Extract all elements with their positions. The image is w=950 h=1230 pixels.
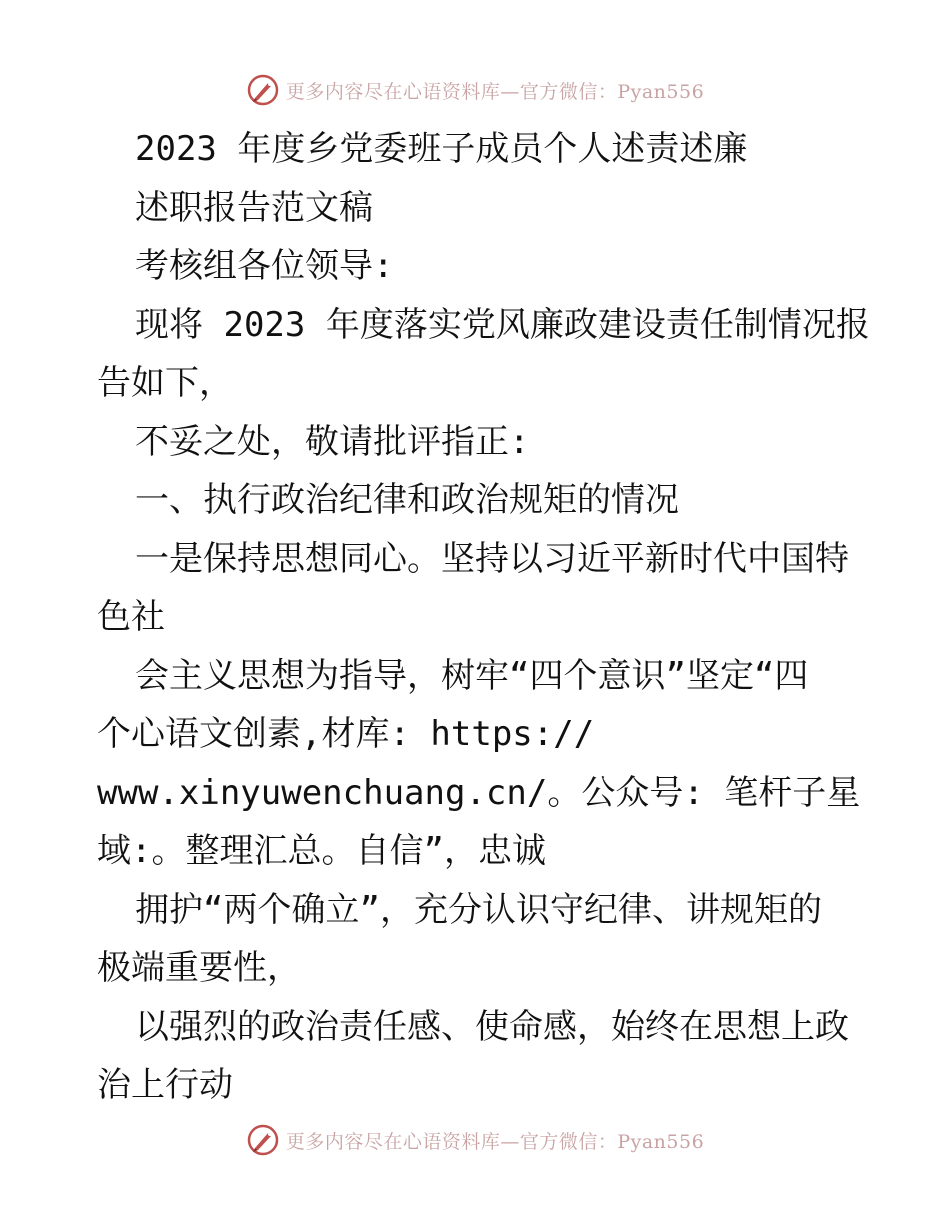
doc-title-line-1: 2023 年度乡党委班子成员个人述责述廉 [135, 129, 748, 169]
paragraph-line: 告如下， [97, 363, 233, 403]
paragraph-line: 会主义思想为指导，树牢“四个意识”坚定“四 [135, 655, 809, 696]
footer-promo-text: 更多内容尽在心语资料库—官方微信：Pyan556 [285, 1130, 705, 1153]
document-body [97, 120, 870, 1115]
paragraph-line: 不妥之处，敬请批评指正: [135, 421, 530, 462]
header-promo-text: 更多内容尽在心语资料库—官方微信：Pyan556 [285, 80, 705, 103]
paragraph-line: 极端重要性， [97, 948, 301, 988]
header-banner [0, 70, 950, 110]
paragraph-line: www.xinyuwenchuang.cn/。公众号: 笔杆子星 [97, 772, 861, 813]
salutation: 考核组各位领导: [135, 246, 394, 286]
paragraph-line: 现将 2023 年度落实党风廉政建设责任制情况报 [135, 304, 870, 345]
pen-seal-icon [246, 1123, 280, 1157]
paragraph-line: 拥护“两个确立”，充分认识守纪律、讲规矩的 [135, 889, 822, 930]
paragraph-line: 一是保持思想同心。坚持以习近平新时代中国特 [135, 538, 849, 579]
pen-seal-icon [246, 73, 280, 107]
paragraph-line: 色社 [97, 597, 165, 637]
paragraph-line: 域:。整理汇总。自信”，忠诚 [97, 831, 546, 871]
doc-title-line-2: 述职报告范文稿 [135, 187, 373, 228]
paragraph-line: 以强烈的政治责任感、使命感，始终在思想上政 [135, 1006, 849, 1047]
footer-banner [0, 1120, 950, 1160]
paragraph-line: 个心语文创素,材库: https:// [97, 714, 595, 754]
paragraph-line: 治上行动 [97, 1065, 233, 1105]
section-heading: 一、执行政治纪律和政治规矩的情况 [135, 480, 679, 520]
